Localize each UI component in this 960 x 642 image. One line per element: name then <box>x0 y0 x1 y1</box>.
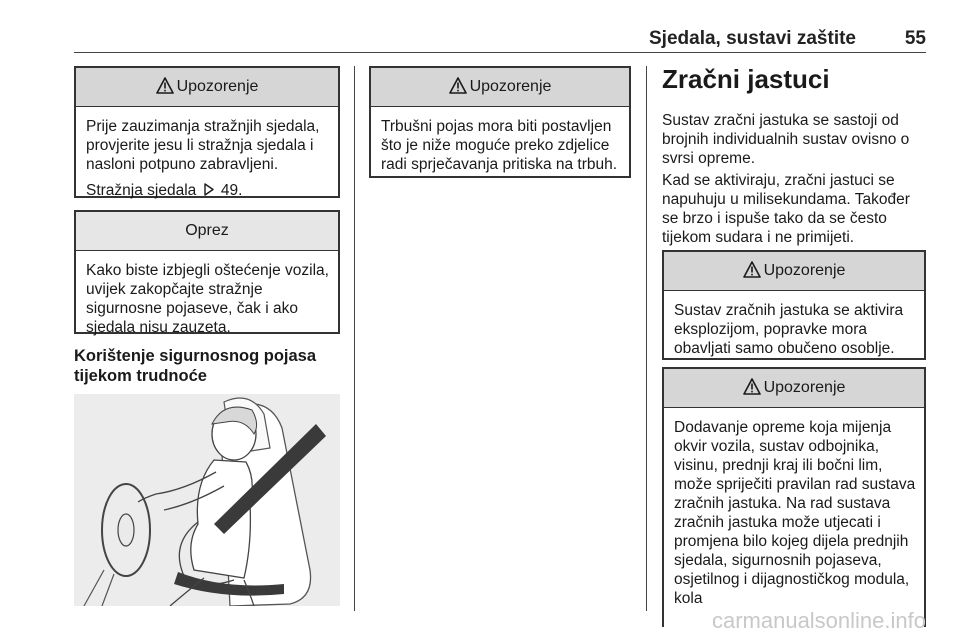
pregnant-woman-seatbelt-image <box>74 394 340 606</box>
warning-box-title: Upozorenje <box>763 379 846 396</box>
warning-triangle-icon <box>743 378 761 395</box>
page-number: 55 <box>904 28 926 49</box>
page-header <box>74 28 926 52</box>
warning-box-header <box>664 252 924 291</box>
warning-box-title: Upozorenje <box>763 262 846 279</box>
pregnant-seatbelt-illustration <box>74 394 340 606</box>
warning-box-body <box>664 291 924 366</box>
column-divider-right <box>646 66 647 611</box>
warning-text: Trbušni pojas mora biti postavljen što je niže moguće preko zdjelice radi sprječavanja pritiska na trbuh. <box>381 118 618 173</box>
reference-arrow-icon <box>203 183 215 196</box>
warning-box-added-equipment <box>662 367 926 627</box>
warning-box-title: Upozorenje <box>176 78 259 95</box>
warning-box-body <box>371 107 629 182</box>
cross-reference-page[interactable]: 49. <box>220 182 243 199</box>
warning-box-header <box>371 68 629 107</box>
section-heading-pregnancy: Korištenje sigurnosnog pojasa tijekom trudnoće <box>74 347 317 385</box>
cross-reference <box>86 181 330 200</box>
airbags-paragraph-2: Kad se aktiviraju, zračni jastuci se napuhuju u milisekundama. Također se brzo i ispuše tako da se često tijekom sudara i ne primijeti. <box>662 172 910 246</box>
caution-box-body <box>76 251 338 345</box>
warning-triangle-icon <box>156 77 174 94</box>
warning-box-title: Upozorenje <box>469 78 552 95</box>
warning-box-header <box>76 68 338 107</box>
caution-text: Kako biste izbjegli oštećenje vozila, uvijek zakopčajte stražnje sigurnosne pojaseve, čak i ako sjedala nisu zauzeta. <box>86 262 329 336</box>
warning-box-airbag-explosion <box>662 250 926 360</box>
header-title: Sjedala, sustavi zaštite <box>649 28 856 49</box>
warning-box-rear-seats <box>74 66 340 198</box>
warning-box-lap-belt <box>369 66 631 178</box>
warning-box-header <box>664 369 924 408</box>
warning-text: Sustav zračnih jastuka se aktivira eksplozijom, popravke mora obavljati samo obučeno osoblje. <box>674 302 904 357</box>
warning-box-body <box>664 408 924 616</box>
header-rule <box>74 52 926 53</box>
cross-reference-label: Stražnja sjedala <box>86 182 197 199</box>
warning-text: Dodavanje opreme koja mijenja okvir vozila, sustav odbojnika, visinu, prednji kraj ili bočni lim, može spriječiti pravilan rad sustava zračnih jastuka. Na rad sustava zračnih jastuka može utjecati i promjena bilo kojeg dijela prednjih sjedala, sigurnosnih pojaseva, osjetilnog i dijagnostičkog modula, kola <box>674 419 916 607</box>
caution-box-header <box>76 212 338 251</box>
warning-text: Prije zauzimanja stražnjih sjedala, provjerite jesu li stražnja sjedala i nasloni potpuno zabravljeni. <box>86 118 320 173</box>
airbags-title: Zračni jastuci <box>662 64 830 94</box>
caution-box <box>74 210 340 334</box>
watermark: carmanualsonline.info <box>711 608 926 633</box>
column-divider-left <box>354 66 355 611</box>
warning-box-body <box>76 107 338 208</box>
caution-box-title: Oprez <box>185 222 229 239</box>
warning-triangle-icon <box>449 77 467 94</box>
warning-triangle-icon <box>743 261 761 278</box>
airbags-paragraph-1: Sustav zračni jastuka se sastoji od brojnih individualnih sustav ovisno o svrsi opreme. <box>662 112 910 167</box>
